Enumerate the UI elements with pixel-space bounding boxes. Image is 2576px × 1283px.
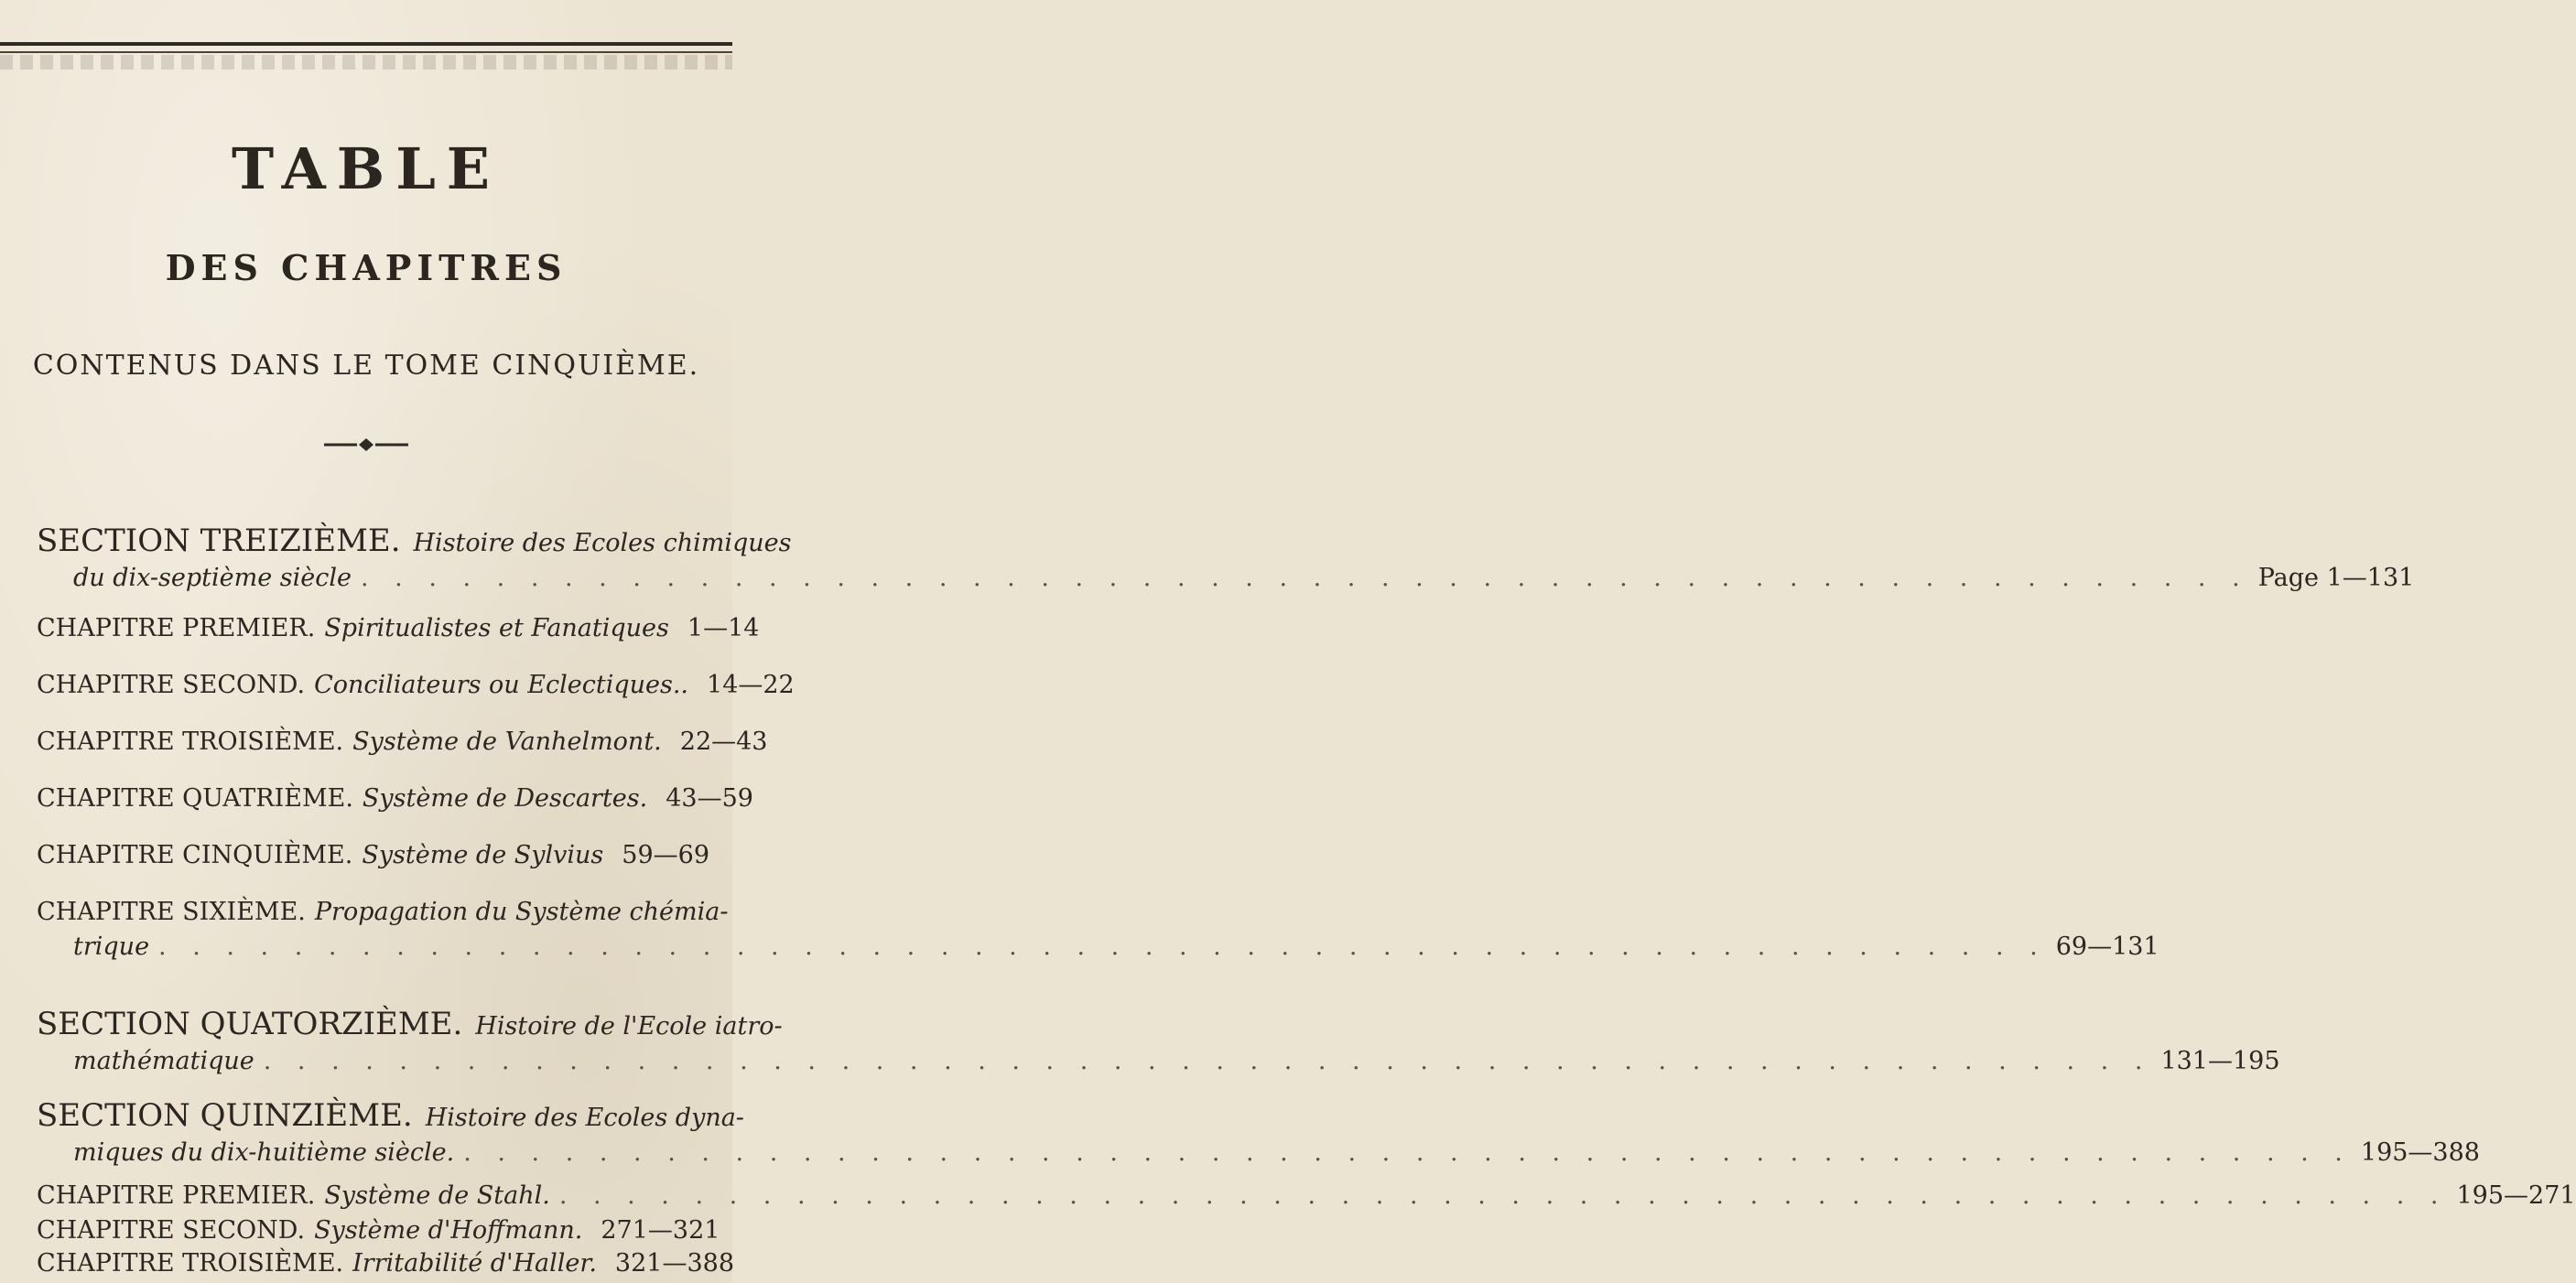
entry-pages: 195—271 [2456, 1181, 2576, 1210]
toc-entry-chapter [37, 1246, 734, 1281]
entry-title: Système de Vanhelmont. [352, 728, 662, 756]
entry-title-continued: miques du dix-huitième siècle. [73, 1138, 455, 1167]
entry-pages: 69—131 [2055, 933, 2159, 961]
entry-title: Propagation du Système chémia- [314, 898, 729, 926]
entry-pages: 1—14 [687, 614, 760, 642]
entry-title: Conciliateurs ou Eclectiques.. [314, 671, 689, 699]
entry-title-continued: mathématique [73, 1047, 254, 1075]
entry-pages: 43—59 [666, 784, 753, 813]
entry-pages: Page 1—131 [2257, 564, 2415, 592]
entry-title: Système de Descartes. [362, 784, 648, 813]
entry-label: SECTION QUATORZIÈME. [37, 1006, 463, 1042]
page-title: TABLE [231, 135, 502, 202]
entry-label: CHAPITRE PREMIER. [37, 614, 316, 642]
leader-dots [264, 1044, 2152, 1079]
entry-label: SECTION TREIZIÈME. [37, 523, 401, 559]
entry-pages: 131—195 [2160, 1047, 2280, 1075]
page-subhead: CONTENUS DANS LE TOME CINQUIÈME. [32, 350, 700, 382]
entry-pages: 22—43 [679, 728, 768, 756]
entry-label: SECTION QUINZIÈME. [37, 1097, 413, 1134]
entry-pages: 59—69 [622, 841, 710, 869]
entry-label: CHAPITRE PREMIER. [37, 1181, 316, 1210]
entry-pages: 195—388 [2360, 1138, 2480, 1167]
entry-label: CHAPITRE SECOND. [37, 1216, 306, 1245]
entry-title: Système de Stahl. [324, 1181, 550, 1210]
entry-title: Spiritualistes et Fanatiques [324, 614, 669, 642]
bleed-through-band [0, 55, 732, 70]
entry-label: CHAPITRE CINQUIÈME. [37, 841, 353, 869]
toc-entry-chapter [37, 668, 795, 703]
page-subtitle: DES CHAPITRES [165, 247, 568, 288]
toc-entry-chapter [37, 895, 2159, 965]
toc-entry-chapter [37, 1213, 720, 1248]
toc-entry-chapter [37, 725, 768, 760]
entry-title: Histoire de l'Ecole iatro- [475, 1012, 783, 1040]
top-rule [0, 42, 732, 46]
entry-title: Système de Sylvius [362, 841, 604, 869]
toc-entry-chapter [37, 838, 710, 873]
toc-entry-section-15 [37, 1097, 2480, 1170]
entry-pages: 321—388 [614, 1249, 734, 1278]
toc-entry-section-14 [37, 1006, 2280, 1079]
entry-title-continued: du dix-septième siècle [73, 564, 352, 592]
leader-dots [559, 1179, 2448, 1213]
entry-title: Irritabilité d'Haller. [352, 1249, 597, 1278]
entry-label: CHAPITRE SECOND. [37, 671, 306, 699]
leader-dots [361, 561, 2249, 596]
entry-title: Histoire des Ecoles chimiques [413, 529, 792, 557]
toc-entry-chapter [37, 1179, 2576, 1213]
entry-pages: 14—22 [707, 671, 795, 699]
entry-title: Système d'Hoffmann. [314, 1216, 583, 1245]
toc-entry-chapter [37, 782, 753, 816]
entry-pages: 271—321 [601, 1216, 720, 1245]
entry-label: CHAPITRE SIXIÈME. [37, 898, 306, 926]
leader-dots [158, 930, 2047, 965]
toc-entry-chapter [37, 611, 760, 646]
entry-title-continued: trique [73, 933, 150, 961]
toc-entry-section-13 [37, 523, 2415, 596]
entry-label: CHAPITRE TROISIÈME. [37, 1249, 344, 1278]
ornament-divider-icon [322, 437, 410, 452]
entry-label: CHAPITRE QUATRIÈME. [37, 784, 353, 813]
entry-label: CHAPITRE TROISIÈME. [37, 728, 344, 756]
leader-dots [463, 1136, 2352, 1170]
entry-title: Histoire des Ecoles dyna- [425, 1104, 744, 1132]
top-rule-thin [0, 51, 732, 53]
